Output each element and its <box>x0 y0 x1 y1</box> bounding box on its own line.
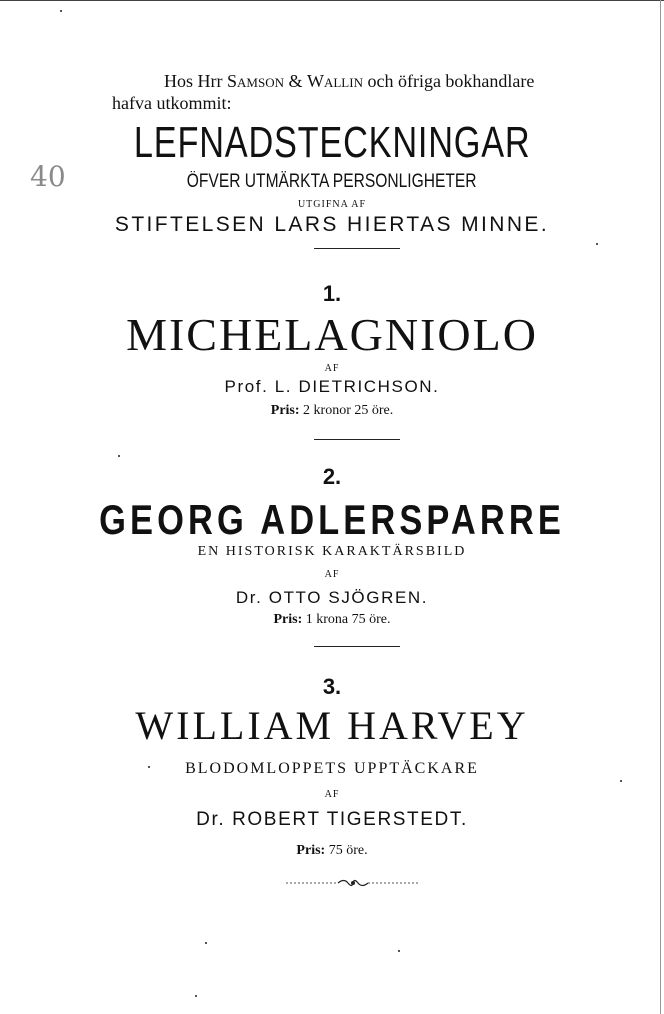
series-subtitle-text: ÖFVER UTMÄRKTA PERSONLIGHETER <box>187 171 477 192</box>
paper-speck <box>195 995 197 997</box>
book-title: WILLIAM HARVEY <box>135 703 529 748</box>
price-label: Pris: <box>273 612 303 627</box>
price-value: 1 krona 75 öre. <box>302 612 391 627</box>
publisher-samson: Samson <box>227 71 284 91</box>
ornament-flourish-icon <box>286 877 420 889</box>
book-af-label: AF <box>324 789 340 800</box>
book-author: Prof. L. DIETRICHSON. <box>224 377 440 396</box>
divider-rule <box>314 439 400 440</box>
series-subtitle <box>0 171 664 193</box>
divider-rule <box>314 248 400 249</box>
paper-speck <box>60 10 62 12</box>
paper-speck <box>148 766 150 768</box>
book-price <box>0 612 664 628</box>
paper-speck <box>398 950 400 952</box>
publisher-wallin: Wallin <box>306 71 363 91</box>
book-author: Dr. ROBERT TIGERSTEDT. <box>196 809 468 830</box>
book-title: MICHELAGNIOLO <box>126 309 538 360</box>
intro-text-c: och öfriga bokhandlare <box>362 71 535 91</box>
intro-text-a: Hos Hrr <box>164 71 227 91</box>
book-author: Dr. OTTO SJÖGREN. <box>235 588 429 607</box>
series-editor-label: UTGIFNA AF <box>297 199 367 210</box>
book-price <box>0 843 664 859</box>
book-number: 2. <box>322 464 342 489</box>
book-af-label: AF <box>324 363 340 374</box>
price-value: 75 öre. <box>325 843 368 858</box>
paper-speck <box>596 243 598 245</box>
book-price <box>0 403 664 419</box>
book-subtitle: BLODOMLOPPETS UPPTÄCKARE <box>185 760 479 777</box>
intro-line-2: hafva utkommit: <box>112 93 232 113</box>
paper-speck <box>620 780 622 782</box>
paper-speck <box>205 942 207 944</box>
intro-text <box>112 70 612 114</box>
book-subtitle: EN HISTORISK KARAKTÄRSBILD <box>197 544 467 559</box>
price-label: Pris: <box>270 403 300 418</box>
divider-rule <box>314 646 400 647</box>
series-title <box>0 117 664 168</box>
series-title-text: LEFNADSTECKNINGAR <box>133 118 531 167</box>
pencil-annotation: 40 <box>30 160 66 193</box>
price-value: 2 kronor 25 öre. <box>299 403 394 418</box>
book-number: 3. <box>322 674 342 699</box>
price-label: Pris: <box>296 843 326 858</box>
intro-text-b: & <box>283 71 307 91</box>
book-title-text: GEORG ADLERSPARRE <box>99 496 565 543</box>
book-af-label: AF <box>324 569 340 580</box>
paper-speck <box>118 455 120 457</box>
foundation-name: STIFTELSEN LARS HIERTAS MINNE. <box>114 213 550 236</box>
book-title <box>0 496 664 545</box>
intro-line-1 <box>112 70 612 92</box>
book-number: 1. <box>322 281 342 306</box>
